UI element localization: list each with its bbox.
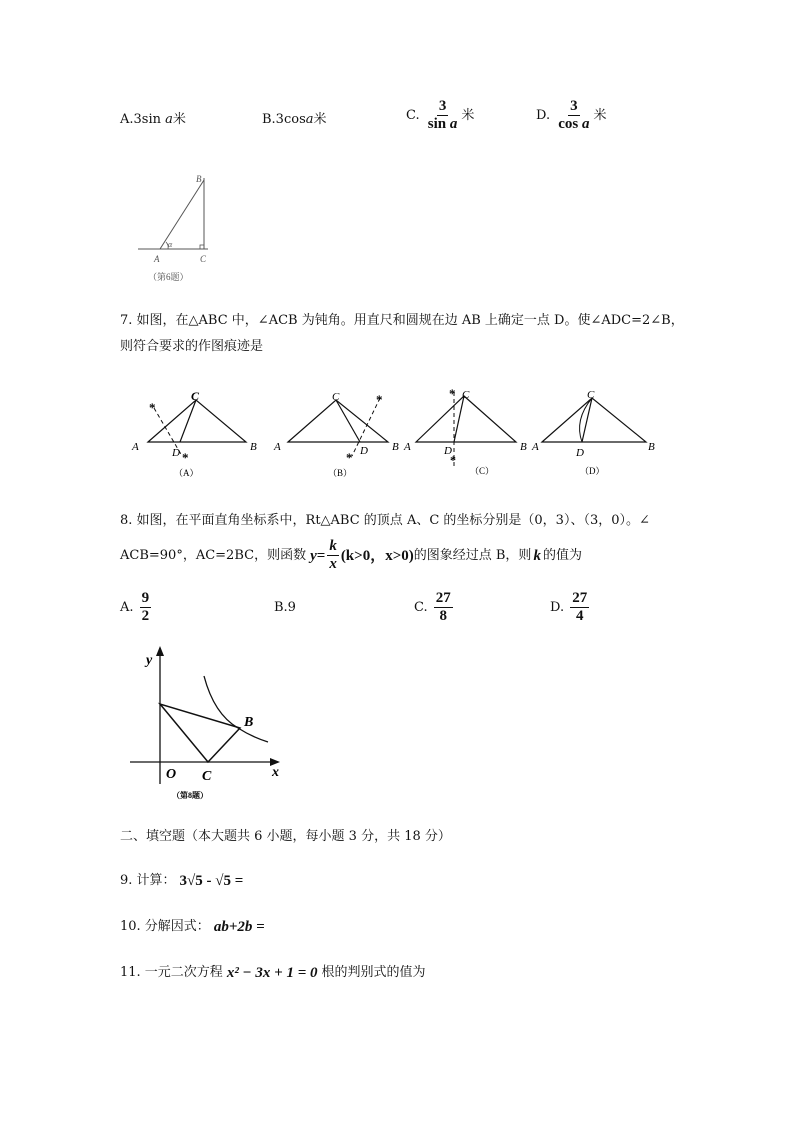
q8-line2-post: 的图象经过点 B，则 bbox=[413, 547, 532, 563]
q7-figure-b bbox=[273, 391, 399, 478]
q10-expression: ab+2b = bbox=[213, 919, 265, 935]
q11-label: 11. 一元二次方程 bbox=[120, 965, 223, 980]
q6-option-b-text: B.3cos bbox=[262, 112, 306, 127]
q11-expression: x² − 3x + 1 = 0 bbox=[226, 965, 318, 981]
q8-option-c-numerator: 27 bbox=[435, 590, 451, 606]
q8-option-a-numerator: 9 bbox=[141, 590, 150, 606]
q6-fig-caption: （第6题） bbox=[148, 272, 189, 282]
q8-figure bbox=[130, 644, 290, 804]
q8-option-c-denominator: 8 bbox=[439, 608, 448, 624]
svg-text:*: * bbox=[182, 450, 189, 465]
svg-text:*: * bbox=[149, 400, 156, 415]
section-2-title: 二、填空题（本大题共 6 小题，每小题 3 分，共 18 分） bbox=[120, 829, 451, 844]
q7-fig-b-label-c: C bbox=[332, 391, 340, 403]
q6-fig-label-b: B bbox=[196, 174, 202, 184]
q7-fig-b-label-a: A bbox=[274, 441, 281, 453]
q7-figure-c bbox=[403, 386, 527, 476]
q7-text-line-2: 则符合要求的作图痕迹是 bbox=[120, 339, 264, 354]
q8-option-d-fraction bbox=[570, 590, 589, 625]
q8-option-c-fraction bbox=[434, 590, 453, 625]
q8-option-b: B.9 bbox=[274, 600, 296, 615]
svg-text:*: * bbox=[449, 386, 456, 401]
q8-line2-end: 的值为 bbox=[542, 547, 582, 563]
q7-fig-a-caption: （A） bbox=[174, 468, 199, 478]
q11-tail: 根的判别式的值为 bbox=[321, 965, 426, 980]
q7-fig-c-caption: （C） bbox=[470, 466, 495, 476]
q11 bbox=[120, 964, 426, 982]
q6-option-a-unit: 米 bbox=[172, 112, 186, 127]
q8-option-a-denominator: 2 bbox=[141, 608, 150, 624]
q9 bbox=[120, 872, 243, 890]
q8-fig-label-b: B bbox=[244, 715, 254, 730]
q8-fig-label-x: x bbox=[272, 765, 279, 780]
q8-option-d-numerator: 27 bbox=[572, 590, 588, 606]
q8-fig-caption: （第8题） bbox=[172, 791, 208, 800]
q8-formula-denominator: x bbox=[329, 556, 337, 572]
q6-fig-label-c: C bbox=[200, 254, 207, 264]
svg-text:*: * bbox=[450, 453, 456, 467]
q6-option-d-label: D. bbox=[536, 108, 551, 123]
q10-label: 10. 分解因式： bbox=[120, 919, 210, 934]
q6-option-d-denominator: cos bbox=[558, 116, 579, 132]
q8-formula-condition: (k>0，x>0) bbox=[340, 547, 414, 564]
q8-option-a bbox=[120, 590, 153, 625]
q8-fig-y-arrow bbox=[156, 646, 164, 656]
q10 bbox=[120, 918, 265, 936]
q7-fig-a-label-c: C bbox=[191, 389, 200, 403]
q8-formula-eq: = bbox=[316, 547, 326, 564]
q9-expression: 3√5 - √5 = bbox=[179, 873, 244, 889]
q6-option-c-fraction bbox=[426, 98, 460, 133]
svg-text:*: * bbox=[376, 392, 383, 407]
q8-option-d-denominator: 4 bbox=[575, 608, 584, 624]
q8-fig-triangle bbox=[160, 704, 240, 762]
q8-formula-numerator: k bbox=[329, 538, 337, 554]
q6-option-c-den-var: a bbox=[449, 116, 458, 132]
q6-fig-label-a: A bbox=[154, 254, 160, 264]
q8-option-a-fraction bbox=[140, 590, 152, 625]
q8-text-line-1: 8. 如图，在平面直角坐标系中，Rt△ABC 的顶点 A、C 的坐标分别是（0，3）、（3，0）。∠ bbox=[120, 513, 650, 528]
q7-text-line-1: 7. 如图，在△ABC 中，∠ACB 为钝角。用直尺和圆规在边 AB 上确定一点 D。使∠ADC=2∠B， bbox=[120, 313, 684, 328]
q7-fig-c-label-a: A bbox=[404, 441, 411, 453]
q7-fig-a-label-a: A bbox=[132, 441, 139, 453]
q7-fig-c-label-d: D bbox=[444, 445, 452, 457]
q6-fig-label-alpha: α bbox=[168, 240, 173, 249]
q8-line2-pre: ACB=90°，AC=2BC，则函数 bbox=[120, 547, 307, 563]
q6-fig-right-angle bbox=[200, 245, 204, 249]
q6-option-a-text: A.3sin bbox=[120, 112, 161, 127]
q8-formula-fraction bbox=[327, 538, 339, 573]
q8-line2-k: k bbox=[533, 547, 541, 564]
q6-option-d-fraction bbox=[556, 98, 591, 133]
q6-option-b-var: a bbox=[305, 112, 314, 127]
q8-option-c-label: C. bbox=[414, 600, 428, 615]
q6-option-d bbox=[536, 98, 607, 133]
q7-figures bbox=[128, 384, 668, 479]
q6-option-c-unit: 米 bbox=[461, 108, 475, 123]
q8-fig-label-o: O bbox=[166, 767, 177, 782]
q7-fig-d-label-c: C bbox=[587, 389, 595, 401]
q6-fig-ladder-line bbox=[160, 180, 204, 249]
q8-option-c bbox=[414, 590, 455, 625]
q6-option-d-numerator: 3 bbox=[570, 98, 578, 114]
q8-fig-label-y: y bbox=[146, 653, 153, 668]
q8-text-line-2 bbox=[120, 538, 582, 573]
q7-fig-b-label-d: D bbox=[360, 445, 368, 457]
q8-option-a-label: A. bbox=[120, 600, 134, 615]
q8-formula-y: y bbox=[310, 547, 317, 564]
q7-fig-d-caption: （D） bbox=[580, 466, 605, 476]
q7-fig-c-label-c: C bbox=[462, 389, 470, 401]
q8-fig-label-c: C bbox=[202, 769, 212, 784]
q7-fig-d-label-d: D bbox=[576, 447, 584, 459]
q7-fig-c-label-b: B bbox=[520, 441, 527, 453]
q7-fig-d-label-a: A bbox=[532, 441, 539, 453]
q7-fig-b-label-b: B bbox=[392, 441, 399, 453]
q6-option-b bbox=[262, 108, 327, 127]
q9-label: 9. 计算： bbox=[120, 873, 176, 888]
q7-fig-d-label-b: B bbox=[648, 441, 655, 453]
q6-option-d-den-var: a bbox=[581, 116, 590, 132]
q7-fig-a-label-b: B bbox=[250, 441, 257, 453]
q8-option-d bbox=[550, 590, 591, 625]
q7-figure-d bbox=[531, 389, 655, 476]
q6-figure bbox=[130, 170, 220, 285]
q6-option-b-unit: 米 bbox=[313, 112, 327, 127]
q6-option-c-numerator: 3 bbox=[438, 98, 447, 114]
svg-text:*: * bbox=[346, 450, 353, 465]
q6-option-a bbox=[120, 108, 186, 127]
q6-option-c-denominator: sin bbox=[427, 116, 447, 132]
q7-fig-a-label-d: D bbox=[172, 447, 180, 459]
q6-option-c bbox=[406, 98, 474, 133]
q6-option-c-label: C. bbox=[406, 108, 420, 123]
q6-option-a-var: a bbox=[165, 112, 173, 127]
q6-option-d-unit: 米 bbox=[593, 108, 607, 123]
q7-figure-a bbox=[131, 389, 257, 478]
q8-option-d-label: D. bbox=[550, 600, 565, 615]
q7-fig-b-caption: （B） bbox=[328, 468, 353, 478]
